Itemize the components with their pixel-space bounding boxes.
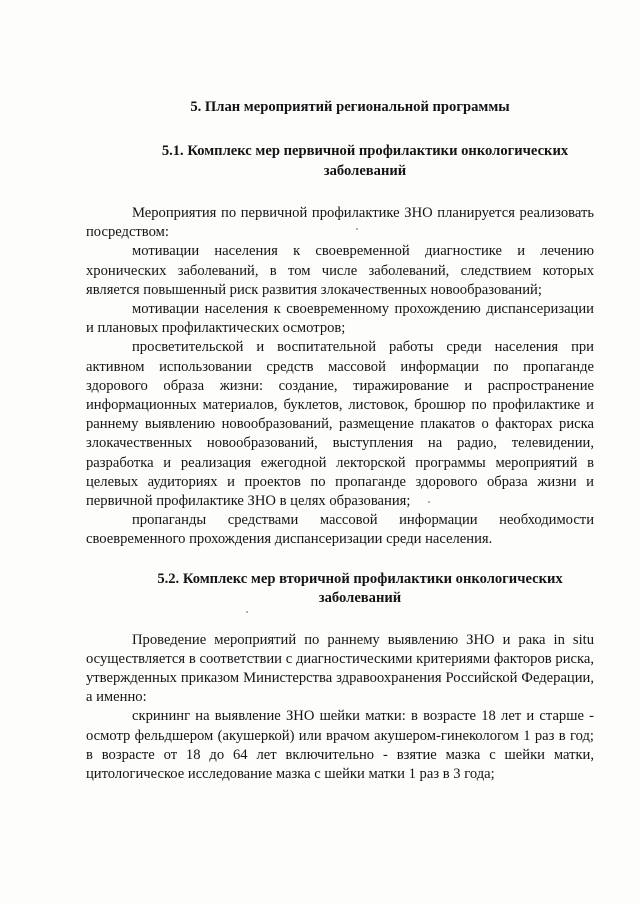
scan-speck [428,501,430,503]
paragraph: пропаганды средствами массовой информации необходимости своевременного прохождения диспансеризации среди населения. [86,512,594,548]
paragraph: просветительской и воспитательной работы среди населения при активном использовании средств массовой информации по пропаганде здорового образа жизни: создание, тиражирование и распространение информационных материалов, буклетов, листовок, брошюр по профилактике и раннему выявлению новообразований, размещение плакатов о факторах риска злокачественных новообразований, выступления на радио, телевидении, разработка и реализация ежегодной лекторской программы мероприятий в целевых аудиториях и проектов по пропаганде здорового образа жизни и первичной профилактике ЗНО в целях образования; [86,339,594,510]
subsection-title-primary-prevention [86,142,594,181]
secondary-prevention-text [86,631,594,785]
paragraph: мотивации населения к своевременному прохождению диспансеризации и плановых профилактических осмотров; [86,301,594,337]
scan-speck [356,228,358,230]
paragraph: мотивации населения к своевременной диагностике и лечению хронических заболеваний, в том числе заболеваний, следствием которых является повышенный риск развития злокачественных новообразований; [86,243,594,298]
paragraph: скрининг на выявление ЗНО шейки матки: в возрасте 18 лет и старше - осмотр фельдшером (акушеркой) или врачом акушером-гинекологом 1 раз в год; в возрасте от 18 до 64 лет включительно - взятие мазка с шейки матки, цитологическое исследование мазка с шейки матки 1 раз в 3 года; [86,708,594,783]
paragraph: Мероприятия по первичной профилактике ЗНО планируется реализовать посредством: [86,205,594,241]
subsection-title-line: заболеваний [323,162,407,179]
scan-speck [246,611,248,613]
paragraph: Проведение мероприятий по раннему выявлению ЗНО и рака in situ осуществляется в соответствии с диагностическими критериями факторов риска, утвержденных приказом Министерства здравоохранения Российской Федерации, а именно: [86,631,594,706]
section-title: 5. План мероприятий региональной программы [190,99,510,115]
document-content [86,98,594,784]
subsection-title-line: 5.2. Комплекс мер вторичной профилактики онкологических [157,570,563,587]
primary-prevention-text [86,204,594,550]
subsection-title-line: 5.1. Комплекс мер первичной профилактики онкологических [161,143,569,159]
subsection-title-line: заболеваний [318,590,402,607]
subsection-title-secondary-prevention [86,570,594,609]
